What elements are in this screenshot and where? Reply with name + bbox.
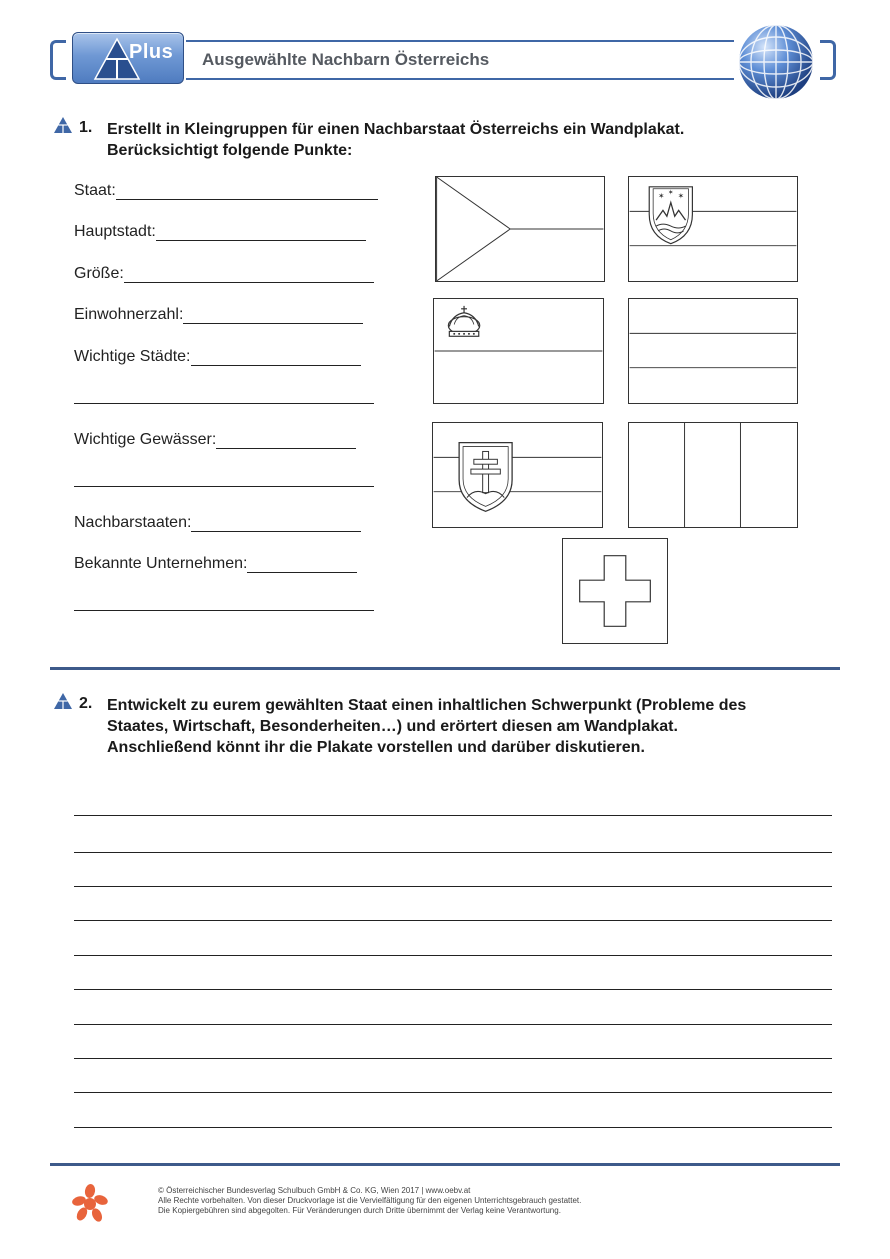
writing-line[interactable] — [74, 989, 832, 990]
writing-line[interactable] — [74, 852, 832, 853]
pyramid-icon — [53, 692, 73, 710]
flag-horizontal-tricolour[interactable] — [628, 298, 798, 404]
header-rule-bottom — [186, 78, 734, 80]
field-groesse[interactable] — [74, 261, 374, 283]
task-1-number: 1. — [79, 119, 93, 136]
field-groesse-line[interactable] — [124, 265, 374, 283]
crown-icon — [448, 306, 479, 336]
task-1-line-2: Berücksichtigt folgende Punkte: — [107, 142, 353, 159]
field-nachbarstaaten-line[interactable] — [191, 514, 361, 532]
globe-icon — [736, 22, 816, 102]
task-2-line-3: Anschließend könnt ihr die Plakate vorstellen und darüber diskutieren. — [107, 739, 645, 756]
field-gewaesser-extra-line[interactable] — [74, 486, 374, 487]
field-gewaesser-line[interactable] — [216, 431, 356, 449]
field-staat-line[interactable] — [116, 182, 378, 200]
field-staat[interactable] — [74, 178, 378, 200]
footer-disclaimer: Die Kopiergebühren sind abgegolten. Für Veränderungen durch Dritte übernimmt der Verlag keine Verantwortung. — [158, 1206, 561, 1215]
field-staedte-label: Wichtige Städte: — [74, 348, 191, 365]
field-gewaesser[interactable] — [74, 427, 356, 449]
task-2-number: 2. — [79, 695, 93, 712]
writing-line[interactable] — [74, 815, 832, 816]
field-staedte-line[interactable] — [191, 348, 361, 366]
flag-czech-republic[interactable] — [435, 176, 605, 282]
field-unternehmen-label: Bekannte Unternehmen: — [74, 555, 248, 572]
field-groesse-label: Größe: — [74, 265, 124, 282]
slovenia-coat-of-arms-icon — [649, 187, 692, 244]
writing-line[interactable] — [74, 955, 832, 956]
writing-line[interactable] — [74, 1058, 832, 1059]
field-einwohnerzahl[interactable] — [74, 302, 363, 324]
flag-liechtenstein[interactable] — [433, 298, 604, 404]
footer-divider — [50, 1163, 840, 1166]
task-1-line-1: Erstellt in Kleingruppen für einen Nachbarstaat Österreichs ein Wandplakat. — [107, 121, 685, 138]
field-staat-label: Staat: — [74, 182, 116, 199]
field-staedte[interactable] — [74, 344, 361, 366]
pyramid-icon — [53, 116, 73, 134]
svg-text:✶: ✶ — [667, 188, 674, 197]
field-unternehmen[interactable] — [74, 551, 357, 573]
field-nachbarstaaten[interactable] — [74, 510, 361, 532]
field-einwohnerzahl-label: Einwohnerzahl: — [74, 306, 184, 323]
svg-text:✶: ✶ — [658, 191, 665, 201]
footer-copyright: © Österreichischer Bundesverlag Schulbuch GmbH & Co. KG, Wien 2017 | www.oebv.at — [158, 1186, 471, 1195]
slovakia-coat-of-arms-icon — [459, 443, 512, 512]
task-2-line-1: Entwickelt zu eurem gewählten Staat einen inhaltlichen Schwerpunkt (Probleme des — [107, 697, 747, 714]
flag-vertical-tricolour[interactable] — [628, 422, 798, 528]
field-staedte-extra-line[interactable] — [74, 403, 374, 404]
header-rule-top — [186, 40, 734, 42]
writing-line[interactable] — [74, 920, 832, 921]
field-gewaesser-label: Wichtige Gewässer: — [74, 431, 217, 448]
flag-slovenia[interactable] — [628, 176, 798, 282]
field-hauptstadt-line[interactable] — [156, 223, 366, 241]
field-nachbarstaaten-label: Nachbarstaaten: — [74, 514, 192, 531]
footer-rights: Alle Rechte vorbehalten. Von dieser Druckvorlage ist die Vervielfältigung für den eigenen Unterrichtsgebrauch gestattet. — [158, 1196, 582, 1205]
publisher-logo-icon — [70, 1183, 110, 1223]
page-title: Ausgewählte Nachbarn Österreichs — [202, 50, 490, 69]
field-hauptstadt[interactable] — [74, 219, 366, 241]
field-einwohnerzahl-line[interactable] — [183, 306, 363, 324]
section-divider — [50, 667, 840, 670]
field-unternehmen-line[interactable] — [247, 555, 357, 573]
field-hauptstadt-label: Hauptstadt: — [74, 223, 156, 240]
flag-slovakia[interactable] — [432, 422, 603, 528]
writing-line[interactable] — [74, 1092, 832, 1093]
field-unternehmen-extra-line[interactable] — [74, 610, 374, 611]
svg-text:✶: ✶ — [677, 191, 685, 201]
flag-switzerland[interactable] — [562, 538, 668, 644]
task-2-line-2: Staates, Wirtschaft, Besonderheiten…) und erörtert diesen am Wandplakat. — [107, 718, 678, 735]
writing-line[interactable] — [74, 1127, 832, 1128]
header-bracket-right — [820, 40, 836, 80]
writing-line[interactable] — [74, 886, 832, 887]
plus-badge — [72, 32, 184, 84]
writing-line[interactable] — [74, 1024, 832, 1025]
header-bracket-left — [50, 40, 66, 80]
plus-label: Plus — [129, 41, 174, 63]
page-header — [0, 0, 890, 110]
